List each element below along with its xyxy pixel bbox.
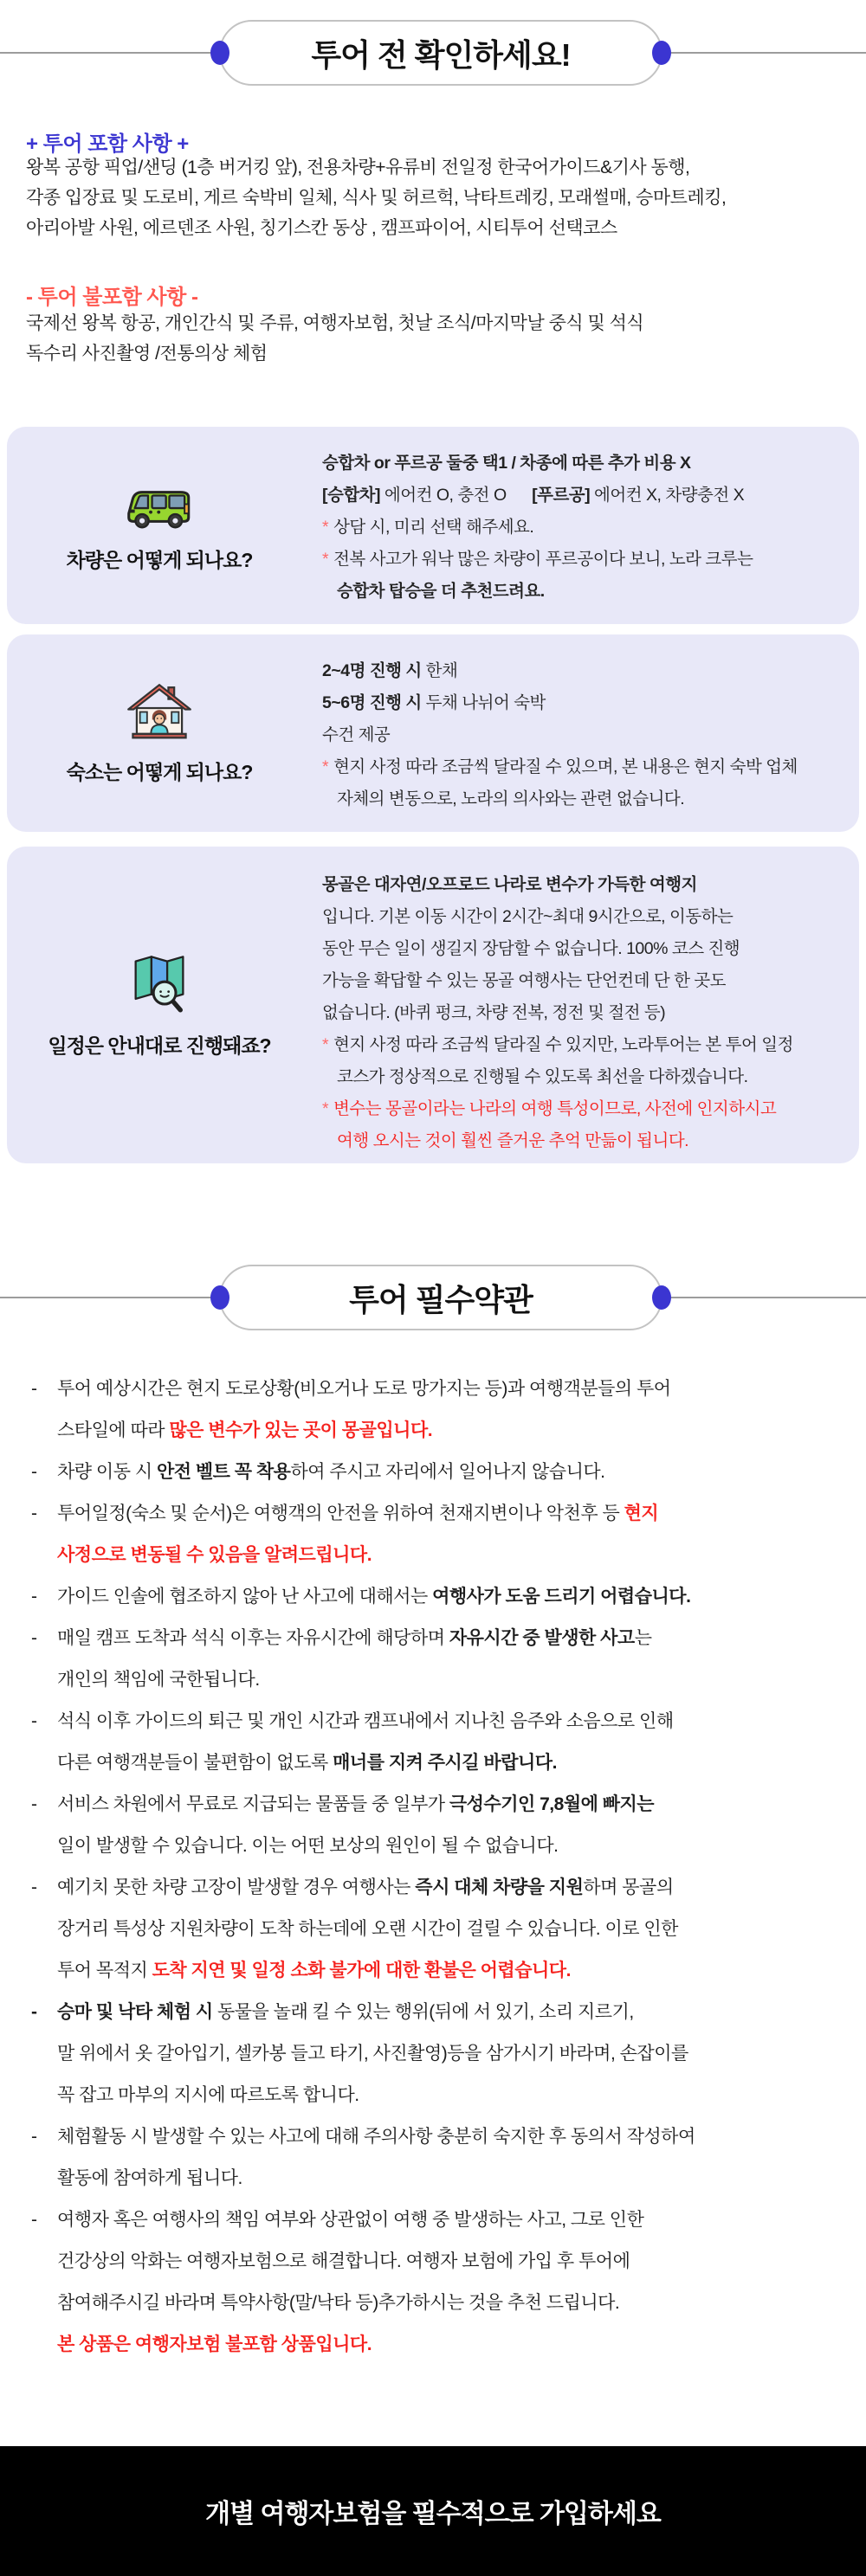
term-item [31,1992,845,2116]
dash-bullet: - [31,1379,37,1399]
text-segment: 전복 사고가 워낙 많은 차량이 푸르공이다 보니, 노라 크루는 [333,550,753,569]
faq-answer-line [322,719,838,751]
dash-bullet: - [31,2127,37,2147]
text-segment: 말 위에서 옷 갈아입기, 셀카봉 들고 타기, 사진촬영)등을 삼가시기 바라며, 손잡이를 [57,2044,688,2064]
text-segment: 석식 이후 가이드의 퇴근 및 개인 시간과 캠프내에서 지나친 음주와 소음으로 인해 [57,1711,674,1731]
term-line [57,1493,845,1535]
faq-answer-line [322,512,838,544]
term-item [31,1701,845,1784]
text-segment: 안전 벨트 꼭 착용 [156,1462,291,1482]
faq-answer-line [322,448,838,480]
text-segment: 두채 나뉘어 숙박 [421,693,546,712]
term-item [31,2199,845,2366]
text-segment: 수건 제공 [322,725,391,744]
term-line [57,1576,845,1618]
term-body [57,1701,845,1784]
term-line [57,1950,845,1992]
text-segment: 상담 시, 미리 선택 해주세요. [333,518,534,537]
faq-card-lodging [7,634,859,832]
text-segment: 가능을 확답할 수 있는 몽골 여행사는 단언컨데 단 한 곳도 [322,971,727,990]
text-segment: 에어컨 X, 차량충전 X [590,486,745,505]
text-segment: [승합차] [322,486,380,505]
dash-bullet: - [31,1628,37,1648]
text-segment: 투어일정(숙소 및 순서)은 여행객의 안전을 위하여 천재지변이나 악천후 등 [57,1504,624,1523]
term-line [57,2158,845,2199]
text-segment: 일이 발생할 수 있습니다. 이는 어떤 보상의 원인이 될 수 없습니다. [57,1836,559,1856]
section-title: 투어 전 확인하세요! [311,36,571,73]
text-segment: 코스가 정상적으로 진행될 수 있도록 최선을 다하겠습니다. [337,1067,748,1086]
term-line [57,1452,845,1493]
house-icon [124,682,195,744]
header-pill [219,1265,662,1330]
faq-answer-line [322,997,838,1029]
faq-answer [312,427,859,624]
faq-answer-line [322,901,838,933]
faq-card-itinerary [7,847,859,1163]
text-segment: 몽골은 대자연/오프로드 나라로 변수가 가득한 여행지 [322,875,697,894]
faq-answer-line [322,544,838,576]
term-item [31,1867,845,1992]
text-line: 국제선 왕복 항공, 개인간식 및 주류, 여행자보험, 첫날 조식/마지막날 중식 및 석식 [26,313,644,333]
term-item [31,1368,845,1452]
dash-bullet: - [31,1504,37,1523]
tour-terms-header [0,1265,866,1330]
text-segment: 투어 예상시간은 현지 도로상황(비오거나 도로 망가지는 등)과 여행객분들의 투어 [57,1379,671,1399]
text-segment: 는 [634,1628,652,1648]
text-segment: 현지 사정 따라 조금씩 달라질 수 있지만, 노라투어는 본 투어 일정 [333,1035,793,1054]
text-segment: 건강상의 악화는 여행자보험으로 해결합니다. 여행자 보험에 가입 후 투어에 [57,2251,630,2271]
faq-answer-line [322,965,838,997]
faq-answer-line [322,869,838,901]
faq-answer-line [322,933,838,965]
blue-dot-icon [652,1285,671,1310]
term-line [57,2199,845,2241]
dash-bullet: - [31,1462,37,1482]
van-icon [120,479,199,532]
text-segment: 한채 [421,661,458,680]
text-segment: 승마 및 낙타 체험 시 [57,2002,213,2022]
faq-answer-line [322,751,838,783]
text-segment: 즉시 대체 차량을 지원 [415,1877,584,1897]
faq-card-vehicle [7,427,859,624]
text-segment: 매일 캠프 도착과 석식 이후는 자유시간에 해당하며 [57,1628,449,1648]
footer-text: 개별 여행자보험을 필수적으로 가입하세요 [205,2500,661,2528]
text-segment: 여행자 혹은 여행사의 책임 여부와 상관없이 여행 중 발생하는 사고, 그로 인한 [57,2210,644,2230]
term-body [57,1368,845,1452]
text-segment: 참여해주시길 바라며 특약사항(말/낙타 등)추가하시는 것을 추천 드립니다. [57,2293,620,2313]
dash-bullet: - [31,1711,37,1731]
header-pill [219,20,662,86]
faq-answer-line [322,1029,838,1061]
faq-answer-line [322,1093,838,1125]
text-segment: 현지 사정 따라 조금씩 달라질 수 있으며, 본 내용은 현지 숙박 업체 [333,757,798,776]
term-line [57,1618,845,1659]
faq-answer [312,847,859,1163]
faq-answer-line [322,655,838,687]
text-segment: 꼭 잡고 마부의 지시에 따르도록 합니다. [57,2085,359,2105]
text-segment: 차량 이동 시 [57,1462,157,1482]
term-line [57,1742,845,1784]
dash-bullet: - [31,1877,37,1897]
text-segment: 동안 무슨 일이 생길지 장담할 수 없습니다. 100% 코스 진행 [322,939,740,958]
term-line [57,2075,845,2116]
text-segment: 사정으로 변동될 수 있음을 알려드립니다. [57,1545,372,1565]
term-line [57,1535,845,1576]
text-segment: 현지 [624,1504,659,1523]
faq-answer-line [322,1125,838,1157]
term-line [57,2116,845,2158]
blue-dot-icon [652,41,671,65]
term-item [31,1493,845,1576]
text-line: 독수리 사진촬영 /전통의상 체험 [26,344,268,364]
term-body [57,1452,845,1493]
text-segment: [푸르공] [532,486,591,505]
text-segment: 극성수기인 7,8월에 빠지는 [449,1794,655,1814]
term-line [57,1410,845,1452]
excluded-items-text [26,308,849,369]
text-segment: 다른 여행객분들이 불편함이 없도록 [57,1753,333,1773]
text-segment: 여행 오시는 것이 훨씬 즐거운 추억 만듦이 됩니다. [337,1131,689,1150]
term-line [57,2033,845,2075]
text-segment: 서비스 차원에서 무료로 지급되는 물품들 중 일부가 [57,1794,449,1814]
text-segment: 에어컨 O, 충전 O [380,486,533,505]
term-body [57,1493,845,1576]
faq-answer-line [322,576,838,608]
term-item [31,1618,845,1701]
text-segment: 스타일에 따라 [57,1420,170,1440]
term-line [57,2324,845,2366]
faq-answer-line [322,783,838,815]
faq-answer [312,634,859,832]
text-line: 왕복 공항 픽업/샌딩 (1층 버거킹 앞), 전용차량+유류비 전일정 한국어가이드&기사 동행, [26,158,690,177]
term-body [57,1576,845,1618]
term-body [57,2199,845,2366]
text-segment: 입니다. 기본 이동 시간이 2시간~최대 9시간으로, 이동하는 [322,907,734,926]
term-line [57,1909,845,1950]
term-line [57,1368,845,1410]
text-segment: 여행사가 도움 드리기 어렵습니다. [432,1587,691,1607]
term-line [57,1701,845,1742]
dash-bullet: - [31,2210,37,2230]
text-segment: 본 상품은 여행자보험 불포함 상품입니다. [57,2334,372,2354]
text-line: 아리아발 사원, 에르덴조 사원, 칭기스칸 동상 , 캠프파이어, 시티투어 선택코스 [26,218,617,238]
text-segment: 가이드 인솔에 협조하지 않아 난 사고에 대해서는 [57,1587,433,1607]
blue-dot-icon [210,1285,229,1310]
term-line [57,1992,845,2033]
text-segment: 활동에 참여하게 됩니다. [57,2168,242,2188]
asterisk-marker: * [322,518,329,537]
dash-bullet: - [31,1794,37,1814]
term-item [31,1784,845,1867]
excluded-items-label: - 투어 불포함 사항 - [26,286,198,309]
text-segment: 없습니다. (바퀴 펑크, 차량 전복, 정전 및 절전 등) [322,1003,666,1022]
included-items-text [26,152,849,243]
faq-card-left [7,427,312,624]
text-segment: 변수는 몽골이라는 나라의 여행 특성이므로, 사전에 인지하시고 [333,1099,777,1118]
term-line [57,1826,845,1867]
dash-bullet: - [31,1587,37,1607]
faq-question: 숙소는 어떻게 되나요? [66,760,253,783]
asterisk-marker: * [322,550,329,569]
text-segment: 예기치 못한 차량 고장이 발생할 경우 여행사는 [57,1877,416,1897]
text-segment: 체험활동 시 발생할 수 있는 사고에 대해 주의사항 충분히 숙지한 후 동의서 작성하여 [57,2127,695,2147]
term-line [57,1867,845,1909]
included-items-label: + 투어 포함 사항 + [26,132,189,156]
faq-answer-line [322,480,838,512]
tour-terms-list [31,1368,845,2366]
text-segment: 도착 지연 및 일정 소화 불가에 대한 환불은 어렵습니다. [152,1961,571,1980]
text-segment: 동물을 놀래 킬 수 있는 행위(뒤에 서 있기, 소리 지르기, [212,2002,634,2022]
text-line: 각종 입장료 및 도로비, 게르 숙박비 일체, 식사 및 허르헉, 낙타트레킹, 모래썰매, 승마트레킹, [26,188,727,208]
text-segment: 많은 변수가 있는 곳이 몽골입니다. [169,1420,433,1440]
term-item [31,1576,845,1618]
blue-dot-icon [210,41,229,65]
asterisk-marker: * [322,1099,329,1118]
text-segment: 개인의 책임에 국한됩니다. [57,1670,260,1690]
faq-answer-line [322,1061,838,1093]
map-icon [126,952,192,1018]
faq-card-left [7,847,312,1163]
text-segment: 투어 목적지 [57,1961,152,1980]
term-body [57,1618,845,1701]
faq-card-left [7,634,312,832]
pre-tour-check-header [0,20,866,86]
faq-question: 일정은 안내대로 진행돼죠? [48,1034,271,1057]
term-line [57,1784,845,1826]
term-item [31,1452,845,1493]
term-line [57,1659,845,1701]
term-body [57,1992,845,2116]
text-segment: 장거리 특성상 지원차량이 도착 하는데에 오랜 시간이 걸릴 수 있습니다. 이로 인한 [57,1919,678,1939]
text-segment: 승합차 탑승을 더 추천드려요. [337,582,545,601]
section-title: 투어 필수약관 [349,1281,533,1317]
term-body [57,1784,845,1867]
term-body [57,1867,845,1992]
text-segment: 자체의 변동으로, 노라의 의사와는 관련 없습니다. [337,789,685,808]
text-segment: 자유시간 중 발생한 사고 [449,1628,635,1648]
term-line [57,2241,845,2283]
asterisk-marker: * [322,757,329,776]
term-item [31,2116,845,2199]
text-segment: 매너를 지켜 주시길 바랍니다. [333,1753,557,1773]
text-segment: 하여 주시고 자리에서 일어나지 않습니다. [290,1462,605,1482]
faq-answer-line [322,687,838,719]
text-segment: 승합차 or 푸르공 둘중 택1 / 차종에 따른 추가 비용 X [322,454,691,473]
asterisk-marker: * [322,1035,329,1054]
insurance-footer-banner [0,2446,866,2576]
faq-question: 차량은 어떻게 되나요? [66,548,253,571]
text-segment: 2~4명 진행 시 [322,661,422,680]
term-line [57,2283,845,2324]
text-segment: 5~6명 진행 시 [322,693,422,712]
text-segment: 하며 몽골의 [583,1877,674,1897]
dash-bullet: - [31,2002,37,2022]
term-body [57,2116,845,2199]
